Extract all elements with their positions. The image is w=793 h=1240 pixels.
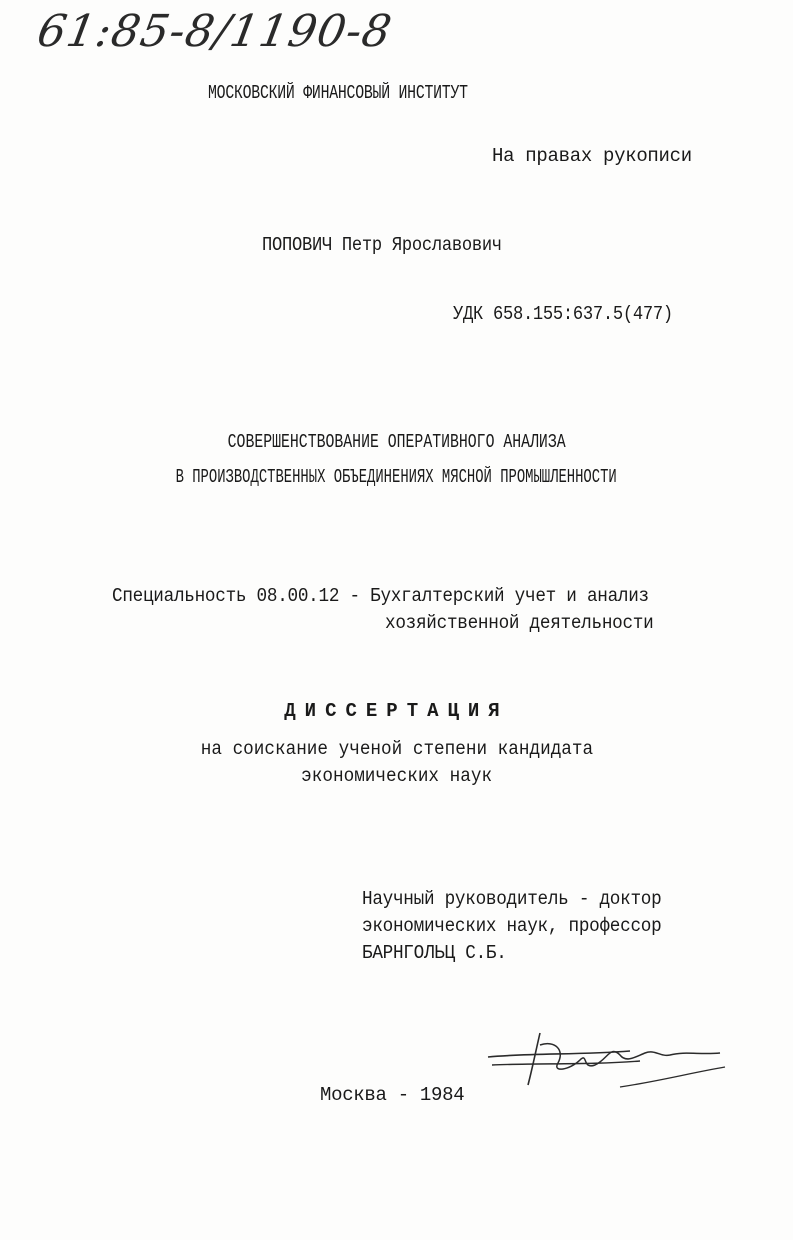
supervisor-line-1: Научный руководитель - доктор xyxy=(362,888,662,910)
title-line-2-text: В ПРОИЗВОДСТВЕННЫХ ОБЪЕДИНЕНИЯХ МЯСНОЙ ПРОМЫШЛЕННОСТИ xyxy=(175,466,618,488)
author-name: ПОПОВИЧ Петр Ярославович xyxy=(262,234,502,256)
signature-stroke-2 xyxy=(492,1061,640,1065)
udc-code: УДК 658.155:637.5(477) xyxy=(453,303,673,325)
dissertation-line-2-text: экономических наук xyxy=(301,765,492,787)
signature-stroke-4 xyxy=(540,1044,720,1069)
title-line-1-text: СОВЕРШЕНСТВОВАНИЕ ОПЕРАТИВНОГО АНАЛИЗА xyxy=(227,431,566,453)
institute-name: МОСКОВСКИЙ ФИНАНСОВЫЙ ИНСТИТУТ xyxy=(208,82,468,104)
dissertation-line-2 xyxy=(0,765,793,787)
title-line-1 xyxy=(0,431,793,453)
dissertation-line-1-text: на соискание ученой степени кандидата xyxy=(200,738,593,760)
signature-stroke-3 xyxy=(528,1033,540,1085)
dissertation-heading xyxy=(0,700,793,722)
title-line-2 xyxy=(0,466,793,488)
supervisor-line-3: БАРНГОЛЬЦ С.Б. xyxy=(362,942,507,964)
signature-stroke-5 xyxy=(620,1067,725,1087)
dissertation-line-1 xyxy=(0,738,793,760)
specialty-line-1: Специальность 08.00.12 - Бухгалтерский учет и анализ xyxy=(112,585,649,607)
archive-number-handwritten: 61:85-8/1190-8 xyxy=(33,6,396,57)
supervisor-line-2: экономических наук, профессор xyxy=(362,915,662,937)
dissertation-heading-text: ДИССЕРТАЦИЯ xyxy=(284,700,509,722)
city-year: Москва - 1984 xyxy=(320,1084,465,1106)
author-signature xyxy=(470,1015,735,1105)
specialty-line-2: хозяйственной деятельности xyxy=(385,612,654,634)
manuscript-rights: На правах рукописи xyxy=(492,145,692,167)
